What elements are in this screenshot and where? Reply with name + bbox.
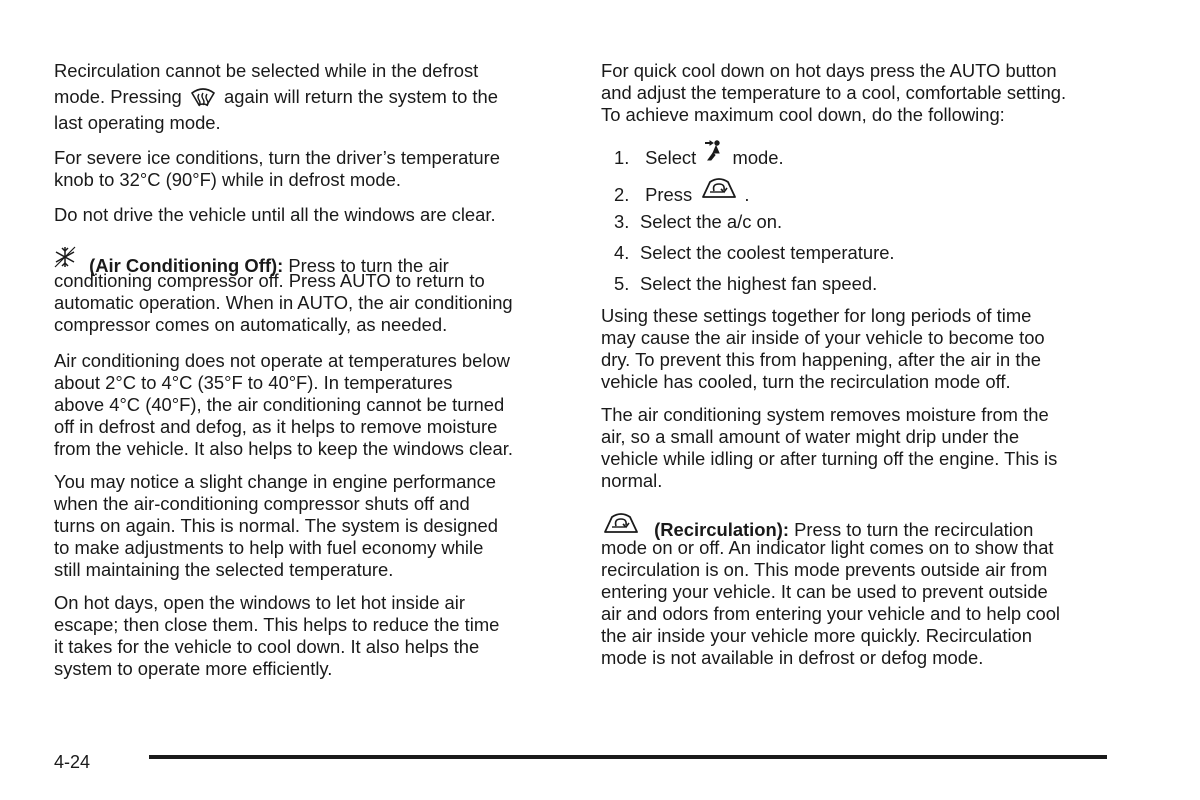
text-line: recirculation is on. This mode prevents outside air from xyxy=(601,559,1048,580)
text-line: normal. xyxy=(601,470,663,491)
vent-mode-icon xyxy=(704,140,724,162)
text-line: For severe ice conditions, turn the driver’s temperature xyxy=(54,147,501,168)
ac-off-icon xyxy=(54,246,76,268)
text-line: mode is not available in defrost or defog mode. xyxy=(601,647,984,668)
text-line: the air inside your vehicle more quickly. Recirculation xyxy=(601,625,1033,646)
text-line: For quick cool down on hot days press the AUTO button xyxy=(601,60,1057,81)
text-line: To achieve maximum cool down, do the following: xyxy=(601,104,1005,125)
list-item xyxy=(614,273,877,295)
list-item-number: 1. xyxy=(614,147,630,168)
text-line: when the air-conditioning compressor shuts off and xyxy=(54,493,470,514)
text-line: and adjust the temperature to a cool, comfortable setting. xyxy=(601,82,1067,103)
list-item xyxy=(614,242,895,264)
text-line: it takes for the vehicle to cool down. It also helps the xyxy=(54,636,480,657)
recirculation-heading: (Recirculation): xyxy=(654,519,790,540)
text-line: off in defrost and defog, as it helps to remove moisture xyxy=(54,416,498,437)
text-line: knob to 32°C (90°F) while in defrost mode. xyxy=(54,169,401,190)
text-line: about 2°C to 4°C (35°F to 40°F). In temperatures xyxy=(54,372,453,393)
text-line: last operating mode. xyxy=(54,112,221,133)
text-line: turns on again. This is normal. The system is designed xyxy=(54,515,498,536)
list-item-number: 5. xyxy=(614,273,630,294)
text-line: air, so a small amount of water might drip under the xyxy=(601,426,1020,447)
text-fragment: again will return the system to the xyxy=(224,86,498,107)
text-line: automatic operation. When in AUTO, the air conditioning xyxy=(54,292,513,313)
list-item xyxy=(614,140,784,169)
text-line: vehicle has cooled, turn the recirculation mode off. xyxy=(601,371,1011,392)
list-item-number: 4. xyxy=(614,242,630,263)
text-line: to make adjustments to help with fuel economy while xyxy=(54,537,484,558)
text-fragment: . xyxy=(744,184,750,205)
text-line: system to operate more efficiently. xyxy=(54,658,333,679)
text-line: vehicle while idling or after turning off the engine. This is xyxy=(601,448,1058,469)
text-line: Do not drive the vehicle until all the windows are clear. xyxy=(54,204,496,225)
text-line: above 4°C (40°F), the air conditioning cannot be turned xyxy=(54,394,505,415)
text-line: You may notice a slight change in engine performance xyxy=(54,471,497,492)
text-line: conditioning compressor off. Press AUTO to return to xyxy=(54,270,485,291)
text-fragment: mode. Pressing xyxy=(54,86,182,107)
footer-divider xyxy=(149,755,1107,759)
recirculation-icon xyxy=(601,512,641,534)
text-line: Air conditioning does not operate at temperatures below xyxy=(54,350,510,371)
ac-off-heading: (Air Conditioning Off): xyxy=(89,255,284,276)
text-line: may cause the air inside of your vehicle to become too xyxy=(601,327,1045,348)
text-line xyxy=(54,86,498,110)
text-line: still maintaining the selected temperature. xyxy=(54,559,394,580)
text-line: entering your vehicle. It can be used to prevent outside xyxy=(601,581,1048,602)
text-fragment: Press to turn the recirculation xyxy=(794,519,1034,540)
text-line: dry. To prevent this from happening, after the air in the xyxy=(601,349,1041,370)
text-line: Using these settings together for long periods of time xyxy=(601,305,1032,326)
text-line: The air conditioning system removes moisture from the xyxy=(601,404,1049,425)
list-item-text: Select the a/c on. xyxy=(640,211,783,232)
text-line: escape; then close them. This helps to reduce the time xyxy=(54,614,500,635)
list-item xyxy=(614,177,750,206)
text-line: Recirculation cannot be selected while in the defrost xyxy=(54,60,479,81)
list-item-text: Select the coolest temperature. xyxy=(640,242,895,263)
list-item-text: Select the highest fan speed. xyxy=(640,273,878,294)
list-item-number: 2. xyxy=(614,184,630,205)
text-line: air and odors from entering your vehicle and to help cool xyxy=(601,603,1061,624)
text-line: compressor comes on automatically, as needed. xyxy=(54,314,448,335)
list-item xyxy=(614,211,782,233)
list-item-number: 3. xyxy=(614,211,630,232)
recirculation-icon xyxy=(701,177,737,199)
text-line: mode on or off. An indicator light comes on to show that xyxy=(601,537,1054,558)
text-fragment: Press xyxy=(645,184,693,205)
text-line: On hot days, open the windows to let hot inside air xyxy=(54,592,465,613)
text-fragment: Press to turn the air xyxy=(288,255,449,276)
text-fragment: Select xyxy=(645,147,697,168)
page-number: 4-24 xyxy=(54,752,91,772)
text-fragment: mode. xyxy=(732,147,784,168)
text-line: from the vehicle. It also helps to keep the windows clear. xyxy=(54,438,513,459)
front-defrost-icon xyxy=(190,86,216,110)
